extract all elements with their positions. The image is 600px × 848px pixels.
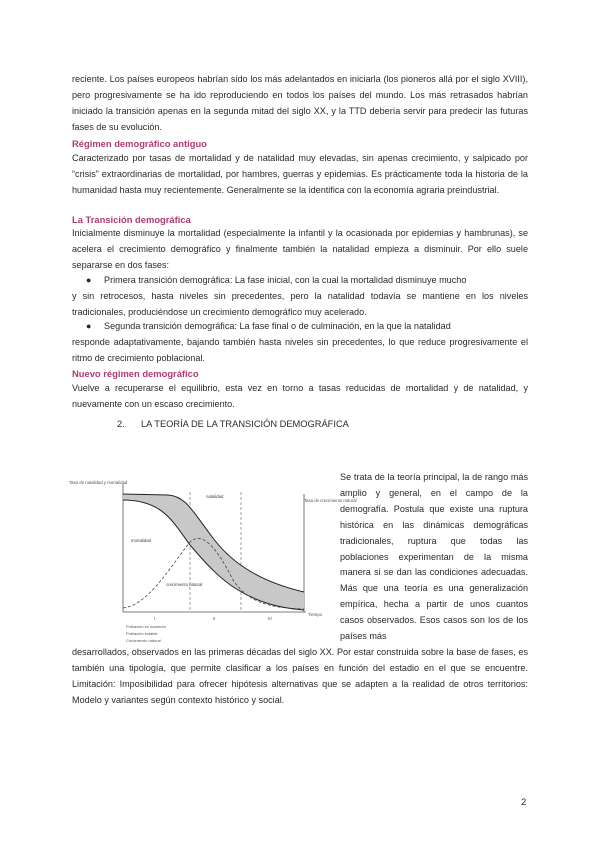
section-number: 2. [117, 419, 125, 429]
phase-mark-3: III [268, 616, 272, 621]
legend-line-1: Población en aumento [126, 624, 166, 629]
bullet-first-line: Segunda transición demográfica: La fase final o de culminación, en la que la natalidad [104, 321, 451, 331]
full-width-paragraph: desarrollados, observados en las primeras décadas del siglo XX. Por estar construida sobre la base de fases, es también una tipología, que permite clasificar a los países en función del estadio en el que se encuentre. Limitación: Imposibilidad para ofrecer hipótesis alternativas que se adapten a la realidad de otros territorios: Modelo y variantes según contexto histórico y social. [72, 647, 528, 705]
label-mortalidad: mortalidad [131, 538, 152, 543]
bullet-dot-icon: ● [86, 321, 92, 331]
bullet-dot-icon: ● [86, 275, 92, 285]
demographic-transition-diagram [68, 470, 357, 648]
x-axis-label: Tiempo [308, 612, 323, 617]
intro-paragraph: reciente. Los países europeos habrían sido los más adelantados en iniciarla (los pioneros allá por el siglo XVIII), pero progresivamente se ha ido reproduciendo en todos los países del mundo. Los más retrasados habrían iniciado la transición apenas en la segunda mitad del siglo XX, y la TTD debería servir para predecir las futuras fases de su evolución. [72, 74, 528, 132]
legend-line-3: Crecimiento natural [126, 638, 161, 643]
paragraph-transicion: Inicialmente disminuye la mortalidad (especialmente la infantil y la ocasionada por epidemias y hambrunas), se acelera el crecimiento demográfico y finalmente también la natalidad empieza a disminuir. Por ello suele separarse en dos fases: [72, 228, 528, 270]
bullet-primera-continuation: y sin retrocesos, hasta niveles sin precedentes, pero la natalidad todavía se mantiene en los niveles tradicionales, produciéndose un crecimiento demográfico muy acelerado. [72, 291, 528, 317]
paragraph-nuevo-regimen: Vuelve a recuperarse el equilibrio, esta vez en torno a tasas reducidas de mortalidad y de natalidad, y nuevamente con un escaso crecimiento. [72, 383, 528, 409]
page-number: 2 [521, 797, 527, 808]
label-natalidad: natalidad [206, 494, 224, 499]
legend-line-2: Población estable [126, 631, 158, 636]
bullet-segunda-continuation: responde adaptativamente, bajando también hasta niveles sin precedentes, lo que reduce progresivamente el ritmo de crecimiento poblacional. [72, 337, 528, 363]
heading-regimen-antiguo: Régimen demográfico antiguo [72, 138, 207, 149]
right-axis-label: Tasa de crecimiento natural [304, 498, 357, 503]
wrapped-paragraph: Se trata de la teoría principal, la de rango más amplio y general, en el campo de la demografía. Postula que existe una ruptura histórica en las dinámicas demográficas tradicionales, ruptura que todas las poblaciones experimentan de la misma manera si se dan las condiciones adecuadas. Más que una teoría es una generalización empírica, hecha a partir de unos cuantos casos observados. Esos casos son los de los países más [340, 472, 528, 642]
label-crecimiento: crecimiento natural [166, 582, 203, 587]
bullet-primera-transicion [86, 273, 528, 289]
section-title [117, 419, 349, 429]
left-axis-label: Tasa de natalidad y mortalidad [69, 480, 128, 485]
bullet-segunda-transicion [86, 319, 528, 335]
heading-transicion: La Transición demográfica [72, 214, 191, 225]
heading-nuevo-regimen: Nuevo régimen demográfico [72, 368, 199, 379]
phase-mark-2: II [213, 616, 216, 621]
section-title-text: LA TEORÍA DE LA TRANSICIÓN DEMOGRÁFICA [141, 419, 349, 429]
paragraph-regimen-antiguo: Caracterizado por tasas de mortalidad y de natalidad muy elevadas, sin apenas crecimiento, y salpicado por “crisis” extraordinarias de mortalidad, por hambres, guerras y epidemias. Es prácticamente toda la historia de la humanidad hasta muy recientemente. Generalmente se la identifica con la economía agraria preindustrial. [72, 153, 528, 195]
phase-mark-1: I [154, 616, 156, 621]
bullet-first-line: Primera transición demográfica: La fase inicial, con la cual la mortalidad disminuye mucho [104, 275, 467, 285]
